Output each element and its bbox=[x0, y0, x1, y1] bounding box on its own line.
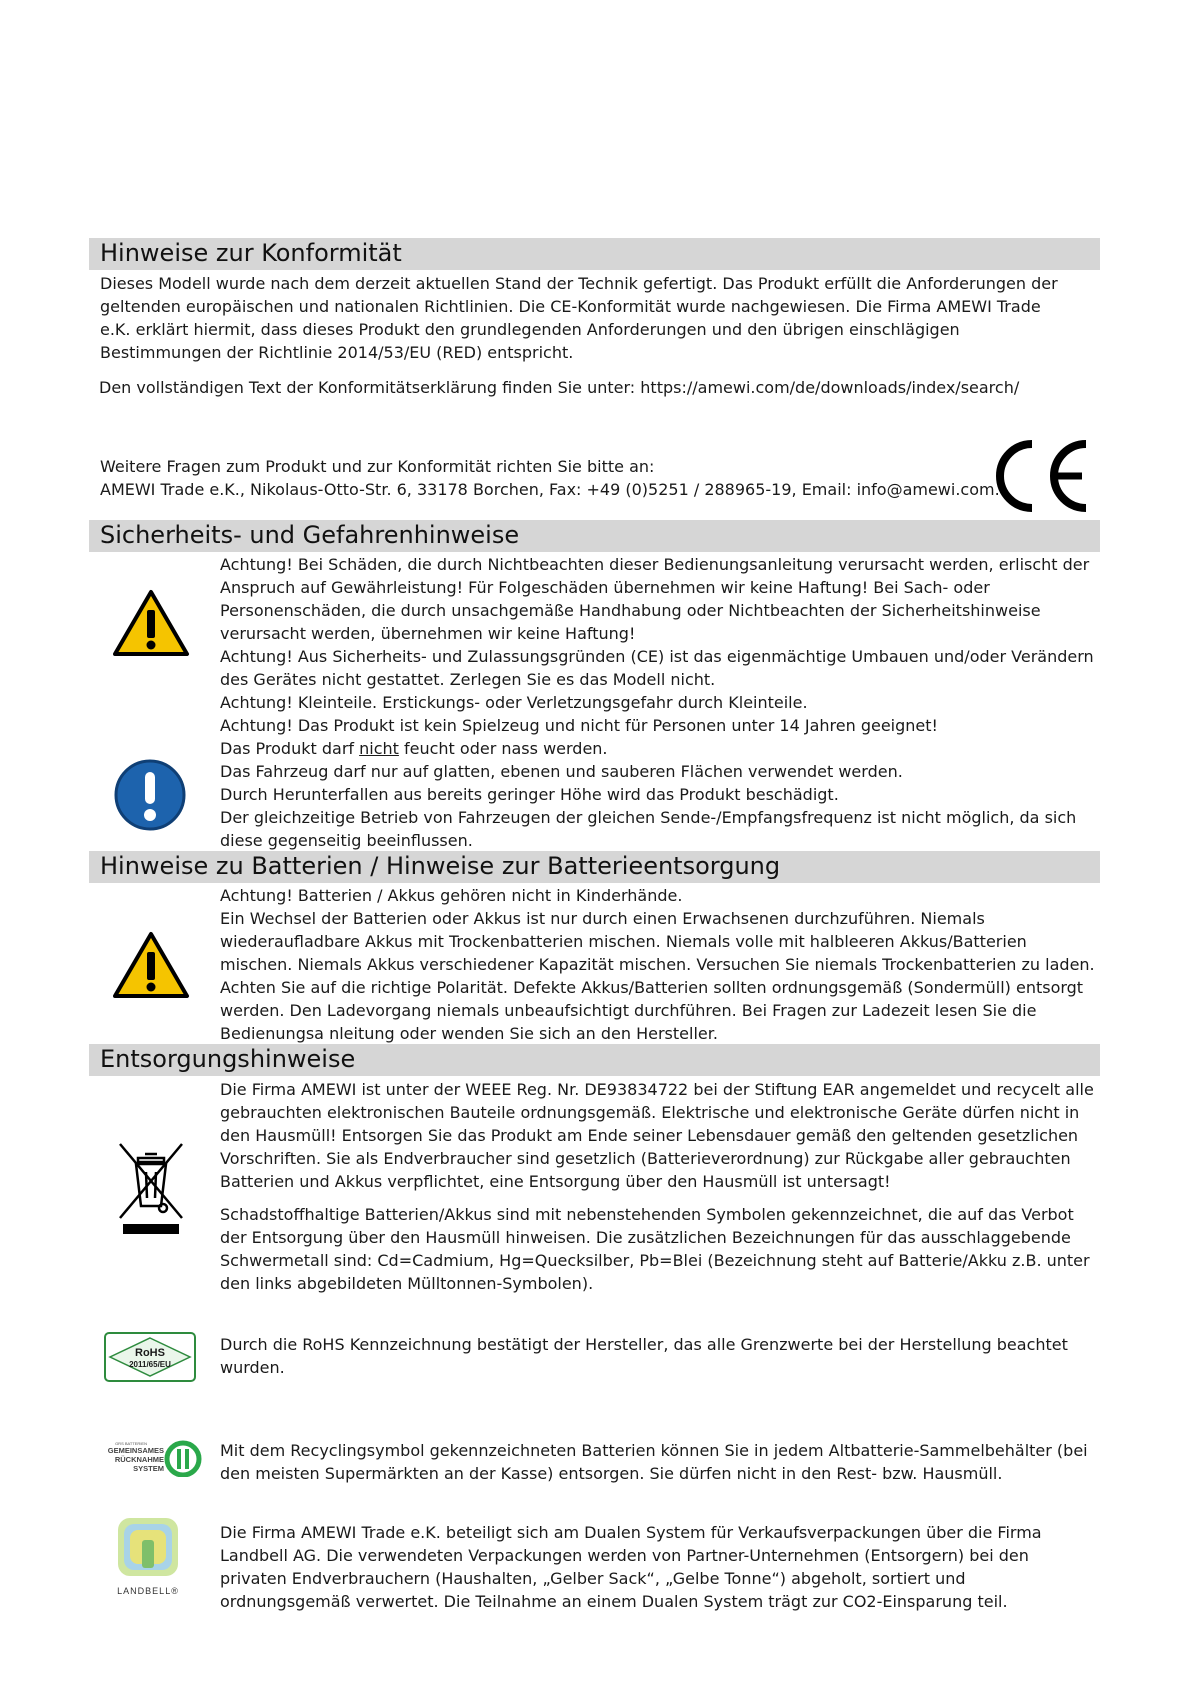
battery-text-1: Achtung! Batterien / Akkus gehören nicht in Kinderhände. bbox=[220, 886, 683, 905]
contact-intro: Weitere Fragen zum Produkt und zur Konformität richten Sie bitte an: bbox=[100, 457, 655, 476]
disposal-text-2: Schadstoffhaltige Batterien/Akkus sind mit nebenstehenden Symbolen gekennzeichnet, die auf das Verbot der Entsorgung über den Hausmüll hinweisen. Die zusätzlichen Bezeichnungen für das ausschlaggebende Schwermetall sind: Cd=Cadmium, Hg=Quecksilber, Pb=Blei (Bezeichnung steht auf Batterie/Akku z.B. unter den links abgebildeten Mülltonnen-Symbolen). bbox=[220, 1205, 1090, 1293]
rohs-logo-label: RoHS bbox=[135, 1347, 165, 1359]
safety-text-8: Der gleichzeitige Betrieb von Fahrzeugen der gleichen Sende-/Empfangsfrequenz ist nicht möglich, da sich diese gegenseitig beeinflussen. bbox=[220, 808, 1077, 850]
grs-logo-label-1: GEMEINSAMES bbox=[107, 1446, 164, 1455]
section-title: Sicherheits- und Gefahrenhinweise bbox=[100, 521, 520, 549]
rohs-text: Durch die RoHS Kennzeichnung bestätigt der Hersteller, das alle Grenzwerte bei der Herstellung beachtet wurden. bbox=[220, 1335, 1068, 1377]
landbell-logo-label: LANDBELL® bbox=[117, 1586, 179, 1596]
section-header-batterien bbox=[89, 851, 1100, 883]
safety-text-3: Achtung! Kleinteile. Erstickungs- oder Verletzungsgefahr durch Kleinteile. bbox=[220, 693, 808, 712]
section-header-entsorgung bbox=[89, 1044, 1100, 1076]
grs-text: Mit dem Recyclingsymbol gekennzeichneten Batterien können Sie in jedem Altbatterie-Sammelbehälter (bei den meisten Supermärkten an der Kasse) entsorgen. Sie dürfen nicht in den Rest- bzw. Hausmüll. bbox=[220, 1441, 1088, 1483]
section-title: Entsorgungshinweise bbox=[100, 1045, 356, 1073]
safety-text-5-pre: Das Produkt darf bbox=[220, 739, 360, 758]
grs-logo-label-3: SYSTEM bbox=[133, 1464, 164, 1473]
disposal-text-1: Die Firma AMEWI ist unter der WEEE Reg. Nr. DE93834722 bei der Stiftung EAR angemeldet und recycelt alle gebrauchten elektronischen Bauteile ordnungsgemäß. Elektrische und elektronische Geräte dürfen nicht in den Hausmüll! Entsorgen Sie das Produkt am Ende seiner Lebensdauer gemäß den geltenden gesetzlichen Vorschriften. Sie als Endverbraucher sind gesetzlich (Batterieverordnung) zur Rückgabe aller gebrauchten Batterien und Akkus verpflichtet, eine Entsorgung über den Hausmüll ist untersagt! bbox=[220, 1080, 1094, 1191]
info-exclamation-icon bbox=[113, 758, 187, 832]
safety-text-5-underlined: nicht bbox=[359, 739, 399, 758]
section-title: Hinweise zur Konformität bbox=[100, 239, 402, 267]
safety-text-4: Achtung! Das Produkt ist kein Spielzeug und nicht für Personen unter 14 Jahren geeignet! bbox=[220, 716, 938, 735]
battery-text-2: Ein Wechsel der Batterien oder Akkus ist nur durch einen Erwachsenen durchzuführen. Niemals wiederaufladbare Akkus mit Trockenbatterien mischen. Niemals volle mit halbleeren Akkus/Batterien mischen. Niemals Akkus verschiedener Kapazität mischen. Versuchen Sie niemals Trockenbatterien zu laden. Achten Sie auf die richtige Polarität. Defekte Akkus/Batterien sollten ordnungsgemäß (Sondermüll) entsorgt werden. Den Ladevorgang niemals unbeaufsichtigt durchführen. Bei Fragen zur Ladezeit lesen Sie die Bedienungsa nleitung oder wenden Sie sich an den Hersteller. bbox=[220, 909, 1095, 1043]
landbell-logo-icon bbox=[108, 1515, 188, 1597]
safety-text-5 bbox=[220, 737, 1100, 760]
safety-text-6: Das Fahrzeug darf nur auf glatten, ebenen und sauberen Flächen verwendet werden. bbox=[220, 762, 903, 781]
crossed-out-bin-icon bbox=[116, 1140, 186, 1235]
grs-logo-label-0: GRS BATTERIEN bbox=[115, 1441, 147, 1446]
konformitaet-paragraph: Dieses Modell wurde nach dem derzeit aktuellen Stand der Technik gefertigt. Das Produkt erfüllt die Anforderungen der geltenden europäischen und nationalen Richtlinien. Die CE-Konformität wurde nachgewiesen. Die Firma AMEWI Trade e.K. erklärt hiermit, dass dieses Produkt den grundlegenden Anforderungen und den übrigen einschlägigen Bestimmungen der Richtlinie 2014/53/EU (RED) entspricht. bbox=[100, 274, 1058, 362]
safety-text-2: Achtung! Aus Sicherheits- und Zulassungsgründen (CE) ist das eigenmächtige Umbauen und/oder Verändern des Gerätes nicht gestattet. Zerlegen Sie es das Modell nicht. bbox=[220, 647, 1094, 689]
landbell-text: Die Firma AMEWI Trade e.K. beteiligt sich am Dualen System für Verkaufsverpackungen über die Firma Landbell AG. Die verwendeten Verpackungen werden von Partner-Unternehmen (Entsorgern) bei den privaten Endverbrauchern (Haushalten, „Gelber Sack“, „Gelbe Tonne“) abgeholt, sortiert und ordnungsgemäß verwertet. Die Teilnahme an einem Dualen System trägt zur CO2-Einsparung teil. bbox=[220, 1523, 1042, 1611]
warning-triangle-icon bbox=[111, 588, 191, 658]
safety-text-7: Durch Herunterfallen aus bereits geringer Höhe wird das Produkt beschädigt. bbox=[220, 785, 839, 804]
contact-line: AMEWI Trade e.K., Nikolaus-Otto-Str. 6, 33178 Borchen, Fax: +49 (0)5251 / 288965-19, Email: info@amewi.com. bbox=[100, 480, 1000, 499]
rohs-logo-directive: 2011/65/EU bbox=[129, 1360, 171, 1369]
warning-triangle-icon bbox=[111, 930, 191, 1000]
section-header-sicherheit bbox=[89, 520, 1100, 552]
rohs-logo-icon bbox=[104, 1332, 196, 1382]
ce-mark-icon bbox=[988, 436, 1092, 516]
recycling-grs-logo-icon bbox=[98, 1439, 202, 1477]
declaration-link-text: Den vollständigen Text der Konformitätserklärung finden Sie unter: https://amewi.com/de/downloads/index/search/ bbox=[99, 378, 1020, 397]
grs-logo-label-2: RÜCKNAHME bbox=[114, 1455, 164, 1464]
safety-text-5-post: feucht oder nass werden. bbox=[398, 739, 608, 758]
safety-text-1: Achtung! Bei Schäden, die durch Nichtbeachten dieser Bedienungsanleitung verursacht werden, erlischt der Anspruch auf Gewährleistung! Für Folgeschäden übernehmen wir keine Haftung! Bei Sach- oder Personenschäden, die durch unsachgemäße Handhabung oder Nichtbeachten der Sicherheitshinweise verursacht werden, übernehmen wir keine Haftung! bbox=[220, 555, 1090, 643]
section-header-konformitaet bbox=[89, 238, 1100, 270]
section-title: Hinweise zu Batterien / Hinweise zur Batterieentsorgung bbox=[100, 852, 781, 880]
